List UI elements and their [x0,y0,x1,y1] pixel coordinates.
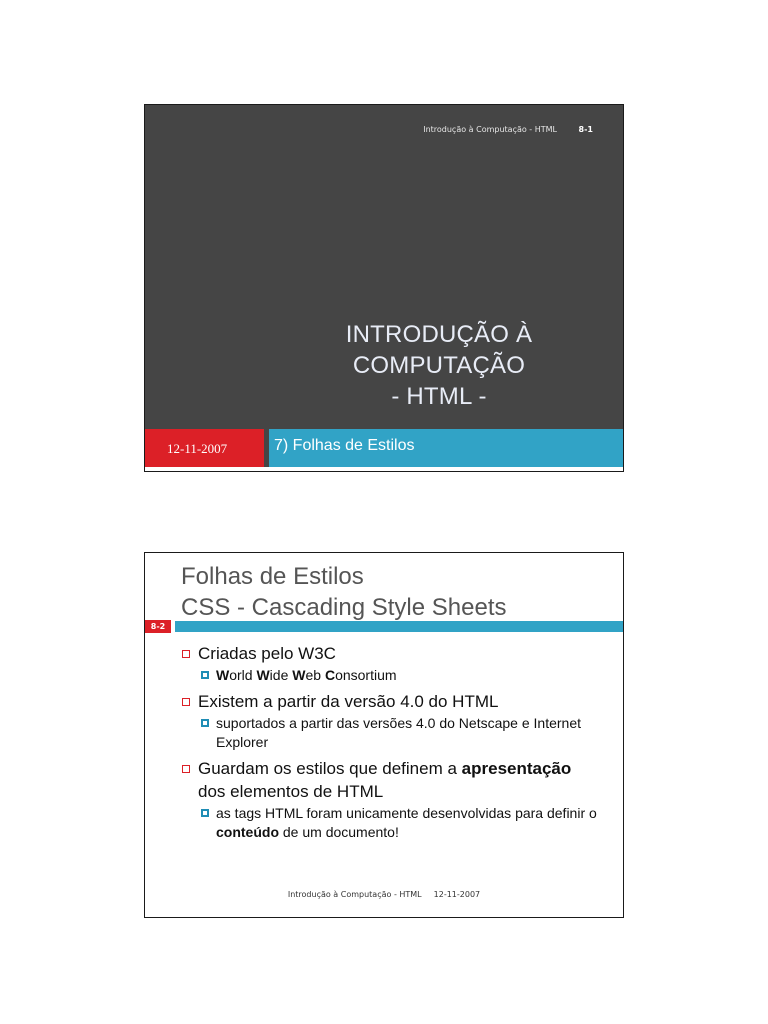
square-bullet-icon [182,698,190,706]
list-item [181,690,603,713]
slide-title [181,561,507,623]
square-bullet-icon [182,650,190,658]
slide-number-badge: 8-2 [145,620,171,633]
acronym-letter: W [292,667,306,683]
bullet-list [181,642,603,847]
bullet-text: dos elementos de HTML [198,782,384,801]
slide-title [295,319,583,412]
bullet-text: ide [269,667,293,683]
slide-number: 8-1 [578,125,593,134]
sub-list-item [181,666,603,685]
slide-footer [145,890,623,899]
bullet-text: Guardam os estilos que definem a [198,759,462,778]
title-rule [175,621,623,632]
square-bullet-icon [201,671,209,679]
title-line: Folhas de Estilos [181,563,364,590]
title-line: - HTML - [391,383,487,410]
sub-list-item [181,714,603,752]
acronym-letter: W [216,667,230,683]
bullet-text: suportados a partir das versões 4.0 do Netscape e Internet Explorer [216,715,581,750]
square-bullet-icon [201,809,209,817]
emphasis-text: conteúdo [216,824,279,840]
list-item [181,757,603,803]
slide-subtitle: 7) Folhas de Estilos [269,429,623,467]
emphasis-text: apresentação [461,759,572,778]
bullet-text: de um documento! [279,824,399,840]
title-line: INTRODUÇÃO À [345,321,533,348]
list-item [181,642,603,665]
acronym-letter: C [324,667,336,683]
header-course-text: Introdução à Computação - HTML [423,125,557,134]
square-bullet-icon [182,765,190,773]
bottom-strip [145,467,623,472]
content-slide [144,552,624,918]
date-label: 12-11-2007 [145,429,264,467]
bullet-text: onsortium [335,667,397,683]
bullet-text: Existem a partir da versão 4.0 do HTML [198,692,499,711]
title-line: CSS - Cascading Style Sheets [181,594,507,621]
bullet-text: eb [305,667,325,683]
sub-list-item [181,804,603,842]
square-bullet-icon [201,719,209,727]
footer-date: 12-11-2007 [433,890,481,899]
title-line: COMPUTAÇÃO [352,352,526,379]
slide-header [145,125,623,141]
title-slide [144,104,624,472]
acronym-letter: W [256,667,270,683]
bullet-text: Criadas pelo W3C [198,644,336,663]
slide-footer-bar [145,429,623,467]
bullet-text: as tags HTML foram unicamente desenvolvidas para definir o [216,805,597,821]
bullet-text: orld [229,667,257,683]
footer-course-text: Introdução à Computação - HTML [287,890,422,899]
